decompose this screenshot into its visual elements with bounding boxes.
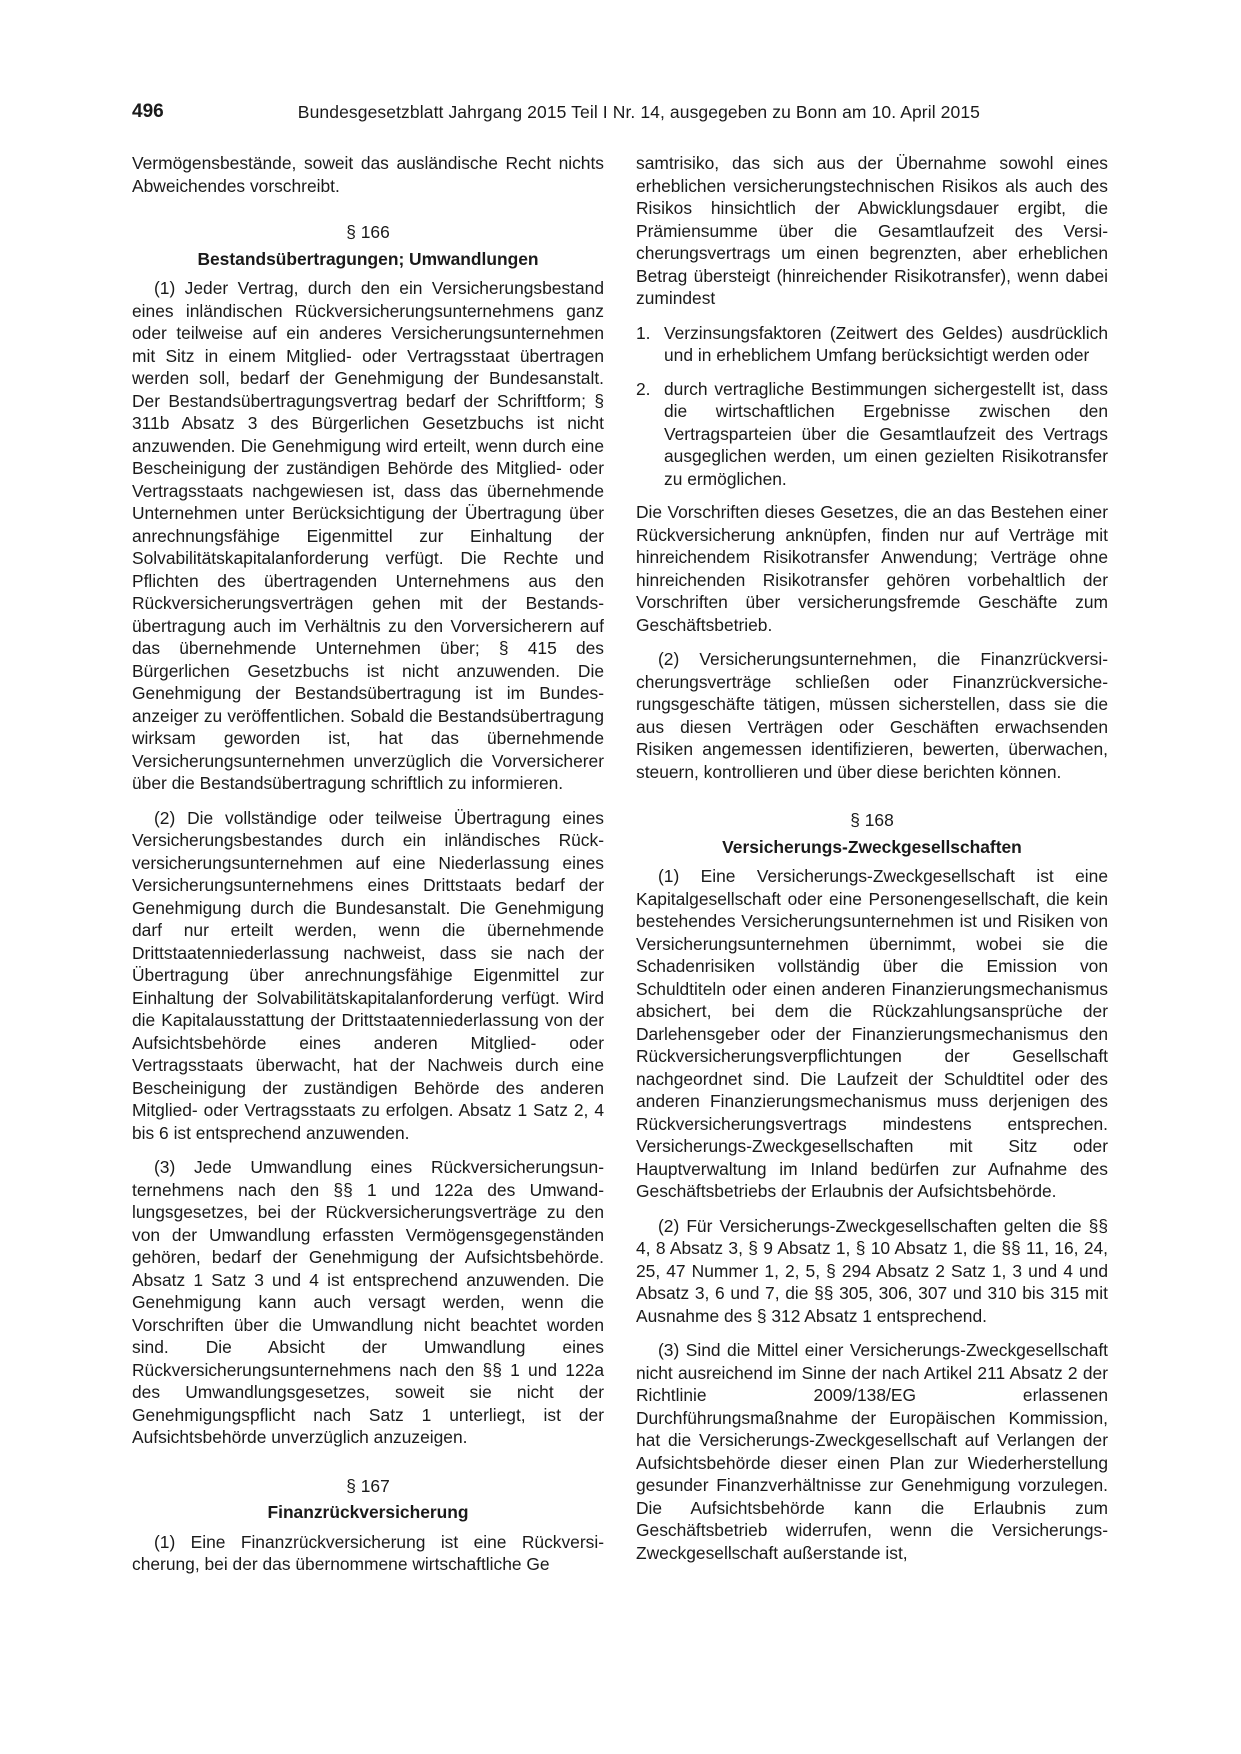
section-number: § 166 (346, 222, 390, 242)
paragraph: Die Vorschriften dieses Gesetzes, die an das Bestehen einer Rückversicherung anknüpfen, finden nur auf Verträge mit hinreichendem Risikotransfer Anwendung; Verträge ohne hinreichenden Risikotransfer gehören vorbehaltlich der Vorschriften über versicherungsfremde Geschäfte zum Geschäftsbetrieb. (636, 502, 1108, 635)
list-number: 2. (636, 378, 651, 399)
paragraph: (2) Die vollständige oder teilweise Übertragung eines Versicherungsbestandes durch ein inländisches Rückversicherungsunternehmen auf eine Niederlassung eines Versicherungsunternehmens eines Drittstaats bedarf der Genehmigung durch die Bundesanstalt. Die Genehmigung darf nur erteilt werden, wenn die übernehmende Drittstaatenniederlassung nachweist, dass sie nach der Übertragung über anrechnungsfähige Eigenmittel zur Einhaltung der Solvabilitätskapitalanforderung verfügt. Wird die Kapitalausstattung der Drittstaatenniederlassung von der Aufsichtsbehörde eines anderen Mitglied- oder Vertragsstaats überwacht, hat der Nachweis durch eine Bescheinigung der zuständigen Behörde des anderen Mitglied- oder Vertragsstaats zu erfolgen. Absatz 1 Satz 2, 4 bis 6 ist entsprechend anzuwenden. (132, 807, 604, 1143)
paragraph: (2) Für Versicherungs-Zweckgesellschaften gelten die §§ 4, 8 Absatz 3, § 9 Absatz 1, § 10 Absatz 1, die §§ 11, 16, 24, 25, 47 Nummer 1, 2, 5, § 294 Absatz 2 Satz 1, 3 und 4 und Absatz 3, 6 und 7, die §§ 305, 306, 307 und 310 bis 315 mit Ausnahme des § 312 Absatz 1 entsprechend. (636, 1215, 1108, 1326)
section-number: § 168 (850, 810, 894, 830)
list-text: Verzinsungsfaktoren (Zeitwert des Geldes) ausdrücklich und in erheblichem Umfang berücksichtigt werden oder (664, 322, 1108, 365)
section-number: § 167 (346, 1475, 390, 1496)
paragraph: (2) Versicherungsunternehmen, die Finanzrückversicherungsverträge schließen oder Finanzrückversicherungsgeschäfte tätigen, müssen sicherstellen, dass sie die aus diesen Verträgen oder Geschäften erwachsenden Risiken angemessen identifizieren, bewerten, überwachen, steuern, kontrollieren und über diese berichten können. (636, 649, 1108, 782)
section-title: Bestandsübertragungen; Umwandlungen (197, 248, 539, 269)
list-item (636, 322, 1108, 367)
running-head: Bundesgesetzblatt Jahrgang 2015 Teil I Nr. 14, ausgegeben zu Bonn am 10. April 2015 (297, 102, 980, 122)
paragraph: (1) Jeder Vertrag, durch den ein Versicherungsbestand eines inländischen Rückversicherungsunternehmens ganz oder teilweise auf ein anderes Versicherungsunternehmen mit Sitz in einem Mitglied- oder Vertragsstaat übertragen werden soll, bedarf der Genehmigung der Bundesanstalt. Der Bestandsübertragungsvertrag bedarf der Schriftform; § 311b Absatz 3 des Bürgerlichen Gesetzbuchs ist nicht anzuwenden. Die Genehmigung wird erteilt, wenn durch eine Bescheinigung der zuständigen Behörde des Mitglied- oder Vertragsstaats nachgewiesen ist, dass das übernehmende Unternehmen unter Berücksichtigung der Übertragung über anrechnungsfähige Eigenmittel zur Einhaltung der Solvabilitätskapitalanforderung verfügt. Die Rechte und Pflichten des übertragenden Unternehmens aus den Rückversicherungsverträgen gehen mit der Bestandsübertragung auch im Verhältnis zu den Vorversicherern auf das übernehmende Unternehmen über; § 415 des Bürgerlichen Gesetzbuchs ist nicht anzuwenden. Die Genehmigung der Bestandsübertragung ist im Bundesanzeiger zu veröffentlichen. Sobald die Bestandsübertragung wirksam geworden ist, hat das übernehmende Versicherungsunternehmen unverzüglich die Vorversicherer über die Bestandsübertragung schriftlich zu informieren. (132, 278, 604, 793)
section-title: Finanzrückversicherung (267, 1502, 469, 1522)
paragraph: (1) Eine Versicherungs-Zweckgesellschaft ist eine Kapitalgesellschaft oder eine Personengesellschaft, die kein bestehendes Versicherungsunternehmen ist und Risiken von Versicherungsunternehmen übernimmt, wobei sie die Schadenrisiken vollständig über die Emission von Schuldtiteln oder einen anderen Finanzierungsmechanismus absichert, bei dem die Rückzahlungsansprüche der Darlehensgeber oder der Finanzierungsmechanismus den Rückversicherungsverpflichtungen der Gesellschaft nachgeordnet sind. Die Laufzeit der Schuldtitel oder des anderen Finanzierungsmechanismus muss derjenigen des Rückversicherungsvertrags mindestens entsprechen. Versicherungs-Zweckgesellschaften mit Sitz oder Hauptverwaltung im Inland bedürfen zur Aufnahme des Geschäftsbetriebs der Erlaubnis der Aufsichtsbehörde. (636, 866, 1108, 1201)
left-column (132, 152, 604, 1588)
list-text: durch vertragliche Bestimmungen sichergestellt ist, dass die wirtschaftlichen Ergebnisse zwischen den Vertragsparteien über die Gesamtlaufzeit des Vertrags ausgeglichen werden, um einen gezielten Risikotransfer zu ermöglichen. (664, 378, 1108, 489)
continued-paragraph: samtrisiko, das sich aus der Übernahme sowohl eines erheblichen versicherungstechnischen Risikos als auch des Risikos hinsichtlich der Abwicklungsdauer ergibt, die Prämiensumme über die Gesamtlaufzeit des Versicherungsvertrags um einen begrenzten, aber erheblichen Betrag übersteigt (hinreichender Risikotransfer), wenn dabei zumindest (636, 153, 1108, 308)
page-number: 496 (132, 101, 164, 122)
list-number: 1. (636, 322, 651, 343)
list-item (636, 378, 1108, 491)
paragraph: (1) Eine Finanzrückversicherung ist eine Rückversicherung, bei der das übernommene wirtschaftliche Ge (132, 1531, 604, 1574)
section-title: Versicherungs-Zweckgesellschaften (722, 836, 1022, 857)
continued-paragraph: Vermögensbestände, soweit das ausländische Recht nichts Abweichendes vorschreibt. (132, 153, 604, 196)
paragraph: (3) Sind die Mittel einer Versicherungs-Zweckgesellschaft nicht ausreichend im Sinne der nach Artikel 211 Absatz 2 der Richtlinie 2009/138/EG erlassenen Durchführungsmaßnahme der Europäischen Kommission, hat die Versicherungs-Zweckgesellschaft auf Verlangen der Aufsichtsbehörde dieser einen Plan zur Wiederherstellung gesunder Finanzverhältnisse zur Genehmigung vorzulegen. Die Aufsichtsbehörde kann die Erlaubnis zum Geschäftsbetrieb widerrufen, wenn die Versicherungs-Zweckgesellschaft außerstande ist, (636, 1340, 1108, 1563)
paragraph: (3) Jede Umwandlung eines Rückversicherungsunternehmens nach den §§ 1 und 122a des Umwandlungsgesetzes, bei der Rückversicherungsverträge zu den von der Umwandlung erfassten Vermögensgegenständen gehören, bedarf der Genehmigung der Aufsichtsbehörde. Absatz 1 Satz 3 und 4 ist entsprechend anzuwenden. Die Genehmigung kann auch versagt werden, wenn die Vorschriften über die Umwandlung nicht beachtet worden sind. Die Absicht der Umwandlung eines Rückversicherungsunternehmens nach den §§ 1 und 122a des Umwandlungsgesetzes, soweit sie nicht der Genehmigungspflicht nach Satz 1 unterliegt, ist der Aufsichtsbehörde unverzüglich anzuzeigen. (132, 1157, 604, 1447)
page-header (132, 100, 980, 130)
right-column (636, 152, 1108, 1576)
